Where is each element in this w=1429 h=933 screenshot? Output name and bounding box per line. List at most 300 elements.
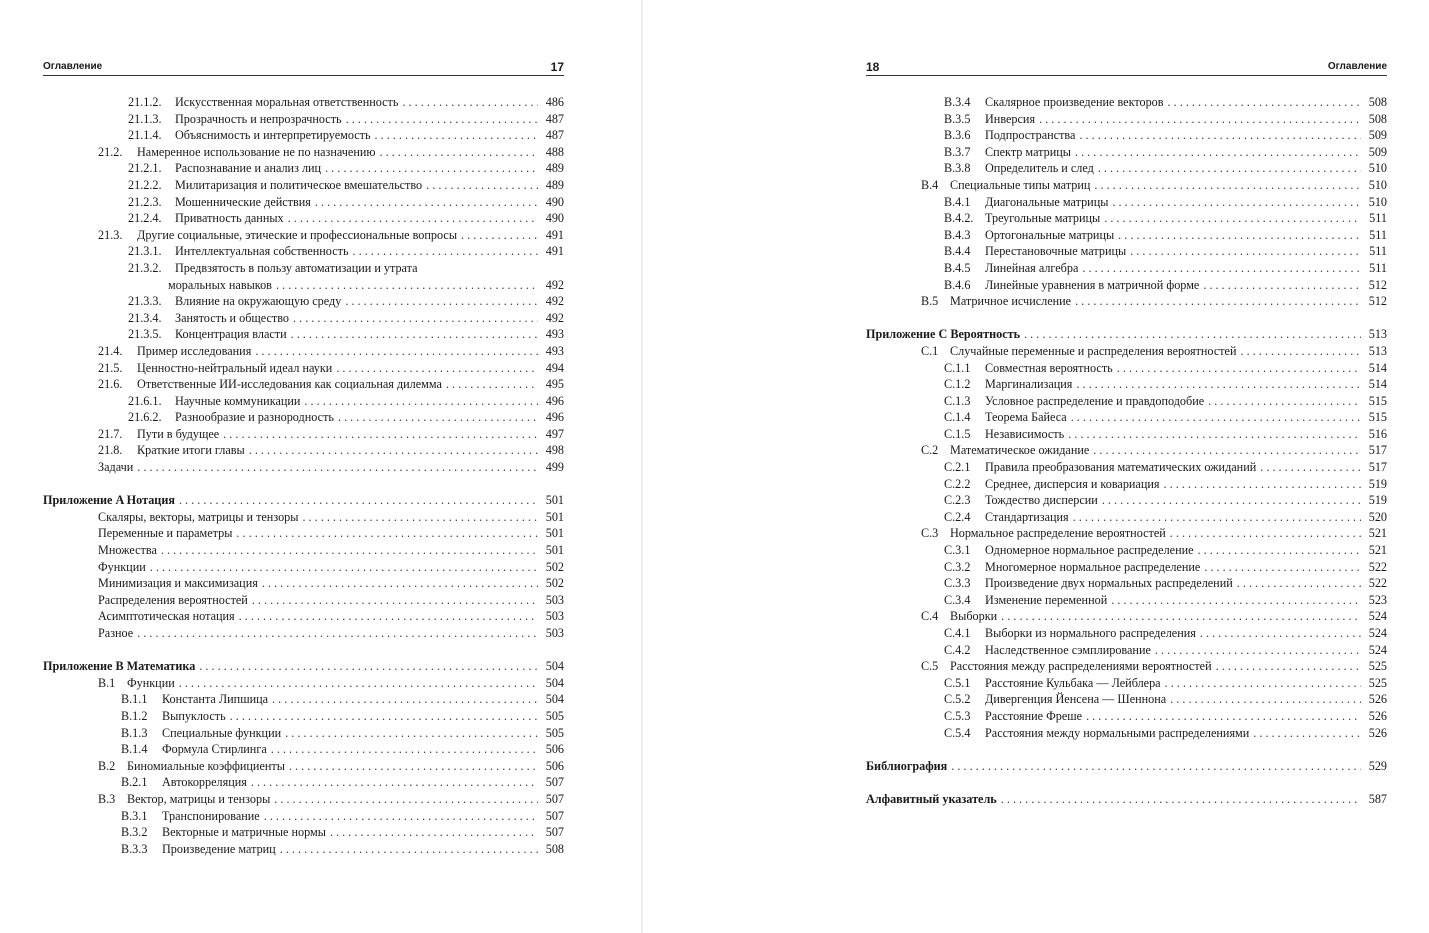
toc-entry-title: Объяснимость и интерпретируемость (175, 128, 371, 143)
toc-entry-page: 502 (545, 576, 564, 591)
toc-entry[interactable] (43, 393, 564, 410)
toc-entry[interactable] (43, 492, 564, 509)
toc-entry[interactable] (43, 608, 564, 625)
toc-entry[interactable] (866, 791, 1387, 808)
toc-entry[interactable] (43, 326, 564, 343)
dot-leader (1093, 442, 1361, 459)
toc-entry-title: Нормальное распределение вероятностей (950, 526, 1166, 541)
toc-entry-title: Разное (98, 626, 134, 640)
toc-entry-page: 525 (1368, 659, 1387, 674)
toc-entry-number: B.2.1 (121, 775, 148, 790)
dot-leader (264, 808, 538, 825)
toc-entry-title: Треугольные матрицы (985, 211, 1101, 226)
dot-leader (280, 841, 538, 858)
toc-entry-page: 489 (545, 161, 564, 176)
toc-entry-number: 21.3.1. (128, 244, 162, 259)
dot-leader (179, 675, 538, 692)
toc-entry-page: 521 (1368, 543, 1387, 558)
toc-entry-page: 524 (1368, 626, 1387, 640)
toc-entry-number: C.4 (921, 609, 939, 624)
toc-entry-title: Множества (98, 543, 157, 558)
dot-leader (1155, 642, 1361, 659)
toc-entry-title: Ортогональные матрицы (985, 227, 1115, 242)
toc-entry-number: B.3.5 (944, 111, 971, 126)
toc-entry-title: Распознавание и анализ лиц (175, 161, 322, 176)
toc-entry-page: 502 (545, 559, 564, 574)
toc-entry-number: B.3 (98, 791, 116, 806)
toc-entry[interactable] (43, 111, 564, 128)
toc-entry-page: 514 (1368, 360, 1387, 375)
toc-entry-page: 511 (1369, 244, 1387, 259)
toc-entry-page: 496 (545, 410, 564, 425)
dot-leader (1165, 675, 1361, 692)
toc-entry-page: 507 (545, 825, 564, 840)
toc-entry-number: B.4.6 (944, 277, 971, 292)
toc-entry[interactable] (866, 409, 1387, 426)
toc-entry[interactable] (866, 210, 1387, 227)
dot-leader (1001, 791, 1361, 808)
toc-entry-page: 525 (1368, 675, 1387, 690)
dot-leader (179, 492, 538, 509)
toc-entry-number: 21.4. (98, 343, 123, 358)
toc-entry-page: 522 (1368, 559, 1387, 574)
toc-entry-title: Приложение B Математика (43, 659, 196, 674)
toc-entry[interactable] (43, 227, 564, 244)
toc-entry-title: Предвзятость в пользу автоматизации и утрата (175, 260, 418, 275)
toc-entry-page: 505 (545, 708, 564, 723)
toc-entry[interactable] (866, 393, 1387, 410)
dot-leader (161, 542, 538, 559)
toc-entry-page: 522 (1368, 576, 1387, 591)
dot-leader (1039, 111, 1361, 128)
toc-entry[interactable] (43, 808, 564, 825)
toc-entry[interactable] (43, 758, 564, 775)
toc-entry[interactable] (866, 127, 1387, 144)
dot-leader (951, 758, 1361, 775)
toc-entry[interactable] (866, 525, 1387, 542)
toc-entry-number: C.2.1 (944, 460, 971, 475)
toc-entry-title: Диагональные матрицы (985, 194, 1109, 209)
toc-entry-title: Расстояние Фреше (985, 708, 1083, 723)
header-title: Оглавление (43, 61, 103, 72)
toc-entry-number: 21.1.4. (128, 128, 162, 143)
toc-entry-title: Концентрация власти (175, 327, 287, 342)
toc-entry-title: Ответственные ИИ-исследования как социальная дилемма (137, 377, 442, 392)
toc-entry-number: C.1.4 (944, 410, 971, 425)
toc-entry-title: Среднее, дисперсия и ковариация (985, 476, 1160, 491)
toc-entry-title: Теорема Байеса (985, 410, 1067, 425)
toc-entry-number: C.5.1 (944, 675, 971, 690)
toc-entry-title: Минимизация и максимизация (98, 576, 258, 591)
toc-entry[interactable] (866, 260, 1387, 277)
toc-entry[interactable] (43, 376, 564, 393)
toc-entry[interactable] (43, 675, 564, 692)
toc-entry-page: 513 (1368, 343, 1387, 358)
toc-entry[interactable] (866, 426, 1387, 443)
toc-entry[interactable] (43, 691, 564, 708)
dot-leader (1118, 227, 1361, 244)
dot-leader (236, 525, 538, 542)
toc-entry-title: Расстояние Кульбака — Лейблера (985, 675, 1161, 690)
dot-leader (379, 144, 538, 161)
toc-entry-page: 494 (545, 360, 564, 375)
dot-leader (230, 708, 538, 725)
toc-entry[interactable] (866, 326, 1387, 343)
toc-entry-page: 506 (545, 742, 564, 757)
toc-entry-number: C.1 (921, 343, 939, 358)
toc-entry[interactable] (43, 708, 564, 725)
dot-leader (1094, 177, 1361, 194)
toc-entry[interactable] (43, 310, 564, 327)
toc-entry-page: 516 (1368, 426, 1387, 441)
header-page-number: 18 (866, 60, 880, 74)
dot-leader (461, 227, 538, 244)
left-page (0, 0, 641, 933)
toc-entry-title: Многомерное нормальное распределение (985, 559, 1201, 574)
toc-entry-number: 21.3.3. (128, 294, 162, 309)
dot-leader (276, 277, 538, 294)
toc-entry[interactable] (43, 625, 564, 642)
dot-leader (1253, 725, 1361, 742)
toc-entry-title: Подпространства (985, 128, 1076, 143)
toc-entry-page: 490 (545, 211, 564, 226)
toc-entry-page: 523 (1368, 592, 1387, 607)
toc-entry-title: Выпуклость (162, 708, 226, 723)
toc-entry-page: 508 (545, 841, 564, 856)
toc-entry-title: Транспонирование (162, 808, 260, 823)
toc-entry-number: B.3.8 (944, 161, 971, 176)
toc-entry[interactable] (43, 658, 564, 675)
toc-entry-page: 507 (545, 808, 564, 823)
toc-entry[interactable] (43, 343, 564, 360)
toc-entry[interactable] (866, 575, 1387, 592)
toc-entry-title: Маргинализация (985, 377, 1073, 392)
toc-entry-number: C.2 (921, 443, 939, 458)
toc-entry[interactable] (866, 725, 1387, 742)
toc-entry-title: Выборки из нормального распределения (985, 626, 1196, 640)
toc-entry[interactable] (866, 277, 1387, 294)
dot-leader (293, 310, 538, 327)
dot-leader (302, 509, 538, 526)
toc-entry-title: Наследственное сэмплирование (985, 642, 1151, 657)
toc-entry-number: B.3.6 (944, 128, 971, 143)
toc-entry-page: 491 (545, 244, 564, 259)
toc-entry-page: 506 (545, 758, 564, 773)
dot-leader (315, 194, 538, 211)
toc-entry[interactable] (866, 625, 1387, 642)
toc-entry-number: C.1.1 (944, 360, 971, 375)
toc-entry[interactable] (866, 559, 1387, 576)
toc-entry[interactable] (43, 260, 564, 277)
toc-entry[interactable] (866, 492, 1387, 509)
toc-entry-title: Правила преобразования математических ожиданий (985, 460, 1257, 475)
toc-entry-title: Матричное исчисление (950, 294, 1072, 309)
dot-leader (1198, 542, 1361, 559)
dot-leader (330, 824, 538, 841)
toc-entry-number: 21.2.1. (128, 161, 162, 176)
toc-entry-page: 505 (545, 725, 564, 740)
dot-leader (285, 725, 538, 742)
toc-entry[interactable] (43, 841, 564, 858)
toc-entry-page: 492 (545, 277, 564, 292)
toc-entry-number: B.1 (98, 675, 116, 690)
toc-entry-page: 508 (1368, 111, 1387, 126)
table-of-contents (43, 94, 564, 857)
toc-entry-page: 510 (1368, 161, 1387, 176)
toc-entry-title: Линейная алгебра (985, 260, 1079, 275)
dot-leader (289, 758, 538, 775)
toc-entry-title: Векторные и матричные нормы (162, 825, 326, 840)
toc-entry[interactable] (43, 243, 564, 260)
toc-entry-title: Константа Липшица (162, 692, 269, 707)
toc-entry[interactable] (43, 824, 564, 841)
toc-entry-title: Милитаризация и политическое вмешательство (175, 177, 423, 192)
toc-entry-title: Алфавитный указатель (866, 791, 997, 806)
header-title: Оглавление (1327, 61, 1387, 72)
toc-entry-page: 504 (545, 675, 564, 690)
toc-entry[interactable] (866, 675, 1387, 692)
toc-entry-page: 487 (545, 111, 564, 126)
toc-entry-page: 487 (545, 128, 564, 143)
toc-entry[interactable] (43, 459, 564, 476)
toc-entry[interactable] (43, 144, 564, 161)
toc-entry-page: 512 (1368, 277, 1387, 292)
toc-entry-page: 526 (1368, 692, 1387, 707)
toc-entry-title: Произведение двух нормальных распределений (985, 576, 1233, 591)
dot-leader (272, 691, 538, 708)
toc-entry-page: 509 (1368, 128, 1387, 143)
toc-entry-page: 517 (1368, 443, 1387, 458)
toc-entry[interactable] (866, 177, 1387, 194)
toc-entry[interactable] (43, 559, 564, 576)
toc-entry-number: 21.2.4. (128, 211, 162, 226)
toc-entry-number: C.3.4 (944, 592, 971, 607)
toc-entry[interactable] (866, 360, 1387, 377)
toc-entry-number: B.3.4 (944, 95, 971, 109)
toc-entry-page: 501 (545, 543, 564, 558)
toc-entry-title: Математическое ожидание (950, 443, 1090, 458)
toc-entry-title: Расстояния между нормальными распределениями (985, 725, 1250, 740)
toc-entry-number: 21.6. (98, 377, 123, 392)
toc-entry[interactable] (43, 127, 564, 144)
toc-entry[interactable] (43, 409, 564, 426)
toc-entry[interactable] (43, 525, 564, 542)
toc-entry-title: Задачи (98, 460, 134, 475)
toc-entry[interactable] (866, 592, 1387, 609)
toc-entry-title: Разнообразие и разнородность (175, 410, 334, 425)
toc-entry[interactable] (43, 774, 564, 791)
toc-entry-page: 513 (1368, 327, 1387, 342)
dot-leader (1076, 376, 1361, 393)
toc-entry[interactable] (43, 160, 564, 177)
dot-leader (288, 210, 538, 227)
toc-entry[interactable] (43, 442, 564, 459)
dot-leader (402, 94, 538, 111)
toc-entry-title: Тождество дисперсии (985, 493, 1098, 508)
toc-entry[interactable] (43, 210, 564, 227)
toc-entry-number: B.4 (921, 177, 939, 192)
toc-entry-number: 21.3.4. (128, 310, 162, 325)
toc-entry-title: Ценностно-нейтральный идеал науки (137, 360, 333, 375)
toc-entry-title: Перестановочные матрицы (985, 244, 1127, 259)
toc-entry-title: Вектор, матрицы и тензоры (127, 791, 271, 806)
toc-entry[interactable] (866, 442, 1387, 459)
dot-leader (251, 774, 538, 791)
toc-entry[interactable] (866, 111, 1387, 128)
toc-entry-title: Биномиальные коэффициенты (127, 758, 285, 773)
toc-entry-page: 526 (1368, 708, 1387, 723)
toc-entry[interactable] (43, 177, 564, 194)
toc-entry-number: B.2 (98, 758, 116, 773)
dot-leader (446, 376, 538, 393)
toc-entry-number: C.5.2 (944, 692, 971, 707)
toc-entry[interactable] (43, 426, 564, 443)
toc-entry[interactable] (866, 376, 1387, 393)
toc-entry[interactable] (866, 758, 1387, 775)
toc-entry-page: 511 (1369, 227, 1387, 242)
dot-leader (137, 459, 538, 476)
toc-entry[interactable] (866, 608, 1387, 625)
dot-leader (137, 625, 538, 642)
dot-leader (1130, 243, 1361, 260)
dot-leader (1170, 691, 1361, 708)
toc-entry[interactable] (866, 708, 1387, 725)
toc-entry-title: Функции (98, 559, 146, 574)
toc-entry-number: C.1.5 (944, 426, 971, 441)
toc-entry-number: C.4.2 (944, 642, 971, 657)
dot-leader (325, 160, 538, 177)
toc-entry-title: Независимость (985, 426, 1065, 441)
toc-entry[interactable] (43, 542, 564, 559)
toc-entry-number: 21.8. (98, 443, 123, 458)
toc-entry-title: Приложение A Нотация (43, 493, 175, 508)
toc-entry-page: 515 (1368, 393, 1387, 408)
toc-entry[interactable] (866, 144, 1387, 161)
toc-entry[interactable] (866, 642, 1387, 659)
toc-entry-page: 509 (1368, 144, 1387, 159)
dot-leader (1260, 459, 1361, 476)
dot-leader (291, 326, 538, 343)
toc-entry[interactable] (43, 725, 564, 742)
toc-entry[interactable] (43, 277, 564, 294)
toc-entry-page: 521 (1368, 526, 1387, 541)
toc-entry[interactable] (43, 360, 564, 377)
toc-entry-title: Определитель и след (985, 161, 1094, 176)
dot-leader (1024, 326, 1361, 343)
toc-entry-number: B.3.1 (121, 808, 148, 823)
toc-entry-title: Научные коммуникации (175, 393, 301, 408)
toc-entry-number: B.4.5 (944, 260, 971, 275)
toc-entry-number: B.3.3 (121, 841, 148, 856)
dot-leader (1200, 625, 1361, 642)
page-header (866, 57, 1387, 76)
toc-entry-page: 524 (1368, 609, 1387, 624)
toc-entry-number: B.3.7 (944, 144, 971, 159)
dot-leader (1075, 293, 1361, 310)
toc-entry-number: 21.2. (98, 144, 123, 159)
toc-entry[interactable] (43, 509, 564, 526)
toc-entry-title: Случайные переменные и распределения вероятностей (950, 343, 1237, 358)
dot-leader (304, 393, 538, 410)
toc-entry[interactable] (866, 459, 1387, 476)
toc-entry-page: 498 (545, 443, 564, 458)
toc-entry[interactable] (43, 741, 564, 758)
toc-entry[interactable] (866, 243, 1387, 260)
toc-entry[interactable] (43, 791, 564, 808)
dot-leader (271, 741, 538, 758)
toc-entry[interactable] (866, 343, 1387, 360)
toc-entry[interactable] (866, 160, 1387, 177)
toc-entry[interactable] (866, 691, 1387, 708)
toc-entry[interactable] (43, 575, 564, 592)
toc-entry-page: 529 (1368, 758, 1387, 773)
toc-entry-number: B.3.2 (121, 825, 148, 840)
toc-entry[interactable] (866, 94, 1387, 111)
toc-entry-title: Пути в будущее (137, 426, 220, 441)
toc-entry-title: Автокорреляция (162, 775, 247, 790)
toc-entry[interactable] (866, 476, 1387, 493)
toc-entry-page: 507 (545, 775, 564, 790)
toc-entry[interactable] (43, 293, 564, 310)
toc-entry-number: 21.1.2. (128, 95, 162, 109)
toc-entry-number: C.3.3 (944, 576, 971, 591)
toc-entry[interactable] (866, 542, 1387, 559)
dot-leader (1164, 476, 1362, 493)
toc-entry-page: 520 (1368, 509, 1387, 524)
toc-entry-page: 519 (1368, 476, 1387, 491)
toc-entry-title: Намеренное использование не по назначению (137, 144, 376, 159)
dot-leader (1111, 592, 1361, 609)
toc-entry[interactable] (866, 658, 1387, 675)
toc-entry[interactable] (866, 194, 1387, 211)
toc-entry-title: Дивергенция Йенсена — Шеннона (985, 692, 1167, 707)
toc-entry[interactable] (866, 293, 1387, 310)
toc-entry-number: 21.7. (98, 426, 123, 441)
toc-entry-title: Формула Стирлинга (162, 742, 267, 757)
toc-entry-title: Прозрачность и непрозрачность (175, 111, 342, 126)
toc-entry-title: Одномерное нормальное распределение (985, 543, 1194, 558)
dot-leader (262, 575, 538, 592)
dot-leader (1098, 160, 1361, 177)
toc-entry-number: C.5.4 (944, 725, 971, 740)
toc-entry[interactable] (43, 592, 564, 609)
toc-entry-number: 21.2.2. (128, 177, 162, 192)
toc-entry[interactable] (866, 509, 1387, 526)
toc-entry-page: 508 (1368, 95, 1387, 109)
toc-entry[interactable] (866, 227, 1387, 244)
toc-entry-page: 510 (1368, 177, 1387, 192)
toc-entry-page: 492 (545, 294, 564, 309)
toc-entry-title: Инверсия (985, 111, 1036, 126)
toc-entry-page: 497 (545, 426, 564, 441)
table-of-contents (866, 94, 1387, 808)
toc-entry-page: 496 (545, 393, 564, 408)
toc-entry-number: C.3 (921, 526, 939, 541)
toc-entry-title: Скаляры, векторы, матрицы и тензоры (98, 509, 299, 524)
dot-leader (1241, 343, 1362, 360)
toc-entry-number: B.5 (921, 294, 939, 309)
toc-entry[interactable] (43, 194, 564, 211)
toc-entry-title: Приложение C Вероятность (866, 327, 1021, 342)
toc-entry-title: Пример исследования (137, 343, 252, 358)
toc-entry-number: 21.1.3. (128, 111, 162, 126)
dot-leader (1071, 409, 1361, 426)
toc-entry[interactable] (43, 94, 564, 111)
toc-entry-page: 504 (545, 692, 564, 707)
dot-leader (249, 442, 538, 459)
toc-entry-page: 503 (545, 592, 564, 607)
toc-entry-page: 501 (545, 509, 564, 524)
